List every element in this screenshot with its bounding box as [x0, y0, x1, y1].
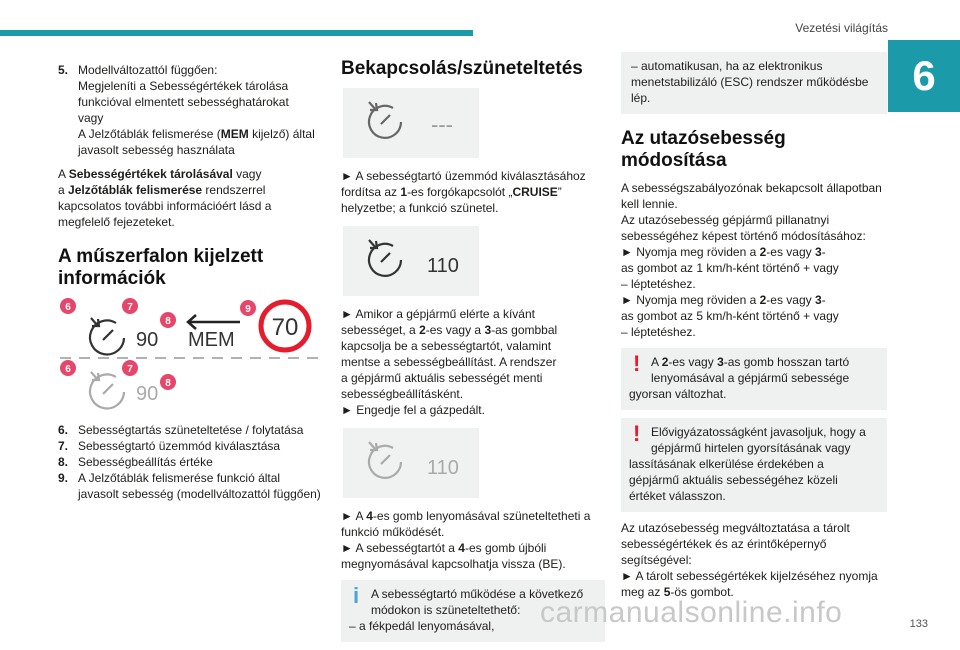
display-image-2 [343, 226, 479, 296]
legend-text [78, 470, 321, 502]
text-span: -es vagy [668, 355, 718, 369]
cruise-control-icon [343, 88, 479, 158]
text-span: - [821, 245, 826, 259]
text-line [58, 166, 326, 182]
paragraph-select-mode [341, 168, 605, 216]
chapter-tab: 6 [888, 40, 960, 112]
instrument-panel-diagram [58, 298, 326, 410]
text-span: -es forgókapcsolót „ [407, 185, 513, 199]
text-span: A [651, 355, 662, 369]
item-number: 8. [58, 455, 69, 469]
text-span: A [58, 167, 69, 181]
list-item-5 [58, 62, 326, 158]
legend-item [58, 438, 326, 454]
text-span: ► A sebességtartót a [341, 541, 459, 555]
bold-term: 3 [814, 245, 822, 259]
text-line: vagy [78, 111, 104, 125]
text-line: Modellváltozattól függően: [78, 63, 218, 77]
speed-value-1: 90 [136, 329, 159, 351]
text-span: -es vagy a [425, 323, 485, 337]
cruise-control-icon [343, 226, 479, 296]
legend-item [58, 470, 326, 502]
bold-term: 2 [661, 355, 669, 369]
bold-term: 4 [458, 541, 465, 555]
display-image-3 [343, 428, 479, 498]
text-line [341, 184, 605, 200]
text-line [629, 351, 879, 376]
text-line: lenyomásával a gépjármű sebessége [651, 371, 850, 385]
cruise-control-icon-inactive [90, 372, 124, 408]
bold-term: 3 [717, 355, 724, 369]
text-line: as gombot az 5 km/h-ként történő + vagy [621, 309, 839, 323]
warning-icon: ! [633, 421, 641, 446]
marker-7: 7 [127, 302, 133, 313]
text-line: értéket válasszon. [629, 489, 726, 503]
text-span: fordítsa az [341, 185, 401, 199]
watermark: carmanualsonline.info [540, 596, 843, 629]
text-line: helyzetbe; a funkció szünetel. [341, 201, 499, 215]
text-line [341, 508, 605, 524]
text-line [341, 322, 605, 338]
text-line [58, 182, 326, 198]
section-heading-modify-speed: Az utazósebesség módosítása [621, 128, 786, 171]
speed-limit-value: 70 [271, 314, 299, 341]
text-line: a gépjármű aktuális sebességét menti [341, 371, 543, 385]
bold-term: Sebességértékek tárolásával [68, 167, 233, 181]
text-line: mentse a sebességbeállítást. A rendszer [341, 355, 557, 369]
text-span: vagy [232, 167, 262, 181]
text-line: kapcsolja be a sebességtartót, valamint [341, 339, 552, 353]
section-heading-activation: Bekapcsolás/szüneteltetés [341, 58, 583, 79]
text-line: sebességbeállításként. [341, 387, 464, 401]
item-number: 6. [58, 423, 69, 437]
reference-paragraph [58, 166, 326, 230]
bold-term: 1 [400, 185, 408, 199]
text-line [78, 126, 315, 142]
bold-term: 2 [759, 293, 767, 307]
page-number: 133 [909, 618, 928, 630]
text-span: A Jelzőtáblák felismerése ( [78, 127, 221, 141]
mem-display: MEM [188, 329, 235, 351]
text-line: sebességértékek és az érintőképernyő [621, 537, 827, 551]
bold-term: 2 [419, 323, 426, 337]
text-span: ► Nyomja meg röviden a [621, 293, 760, 307]
paragraph-modify [621, 180, 887, 340]
text-span: ► Nyomja meg röviden a [621, 245, 760, 259]
cruise-control-icon [90, 318, 124, 354]
text-span: -es vagy [766, 245, 815, 259]
text-line: Az utazósebesség gépjármű pillanatnyi [621, 213, 830, 227]
info-note-continued [621, 52, 887, 114]
bold-term: CRUISE [512, 185, 558, 199]
bold-term: 3 [484, 323, 492, 337]
paragraph-touchscreen [621, 520, 887, 600]
text-span: kijelző) által [248, 127, 315, 141]
speed-value-2: 90 [136, 383, 159, 405]
text-line: ► Engedje fel a gázpedált. [341, 403, 485, 417]
text-line: megnyomásával kapcsolhatja vissza (BE). [341, 557, 566, 571]
column-3 [621, 52, 887, 600]
column-1 [58, 62, 326, 502]
legend-text: Sebességtartás szüneteltetése / folytatása [78, 423, 304, 437]
legend-list [58, 422, 326, 502]
display-dashes: --- [431, 112, 453, 137]
text-line: lassításának elkerülése érdekében a [629, 457, 824, 471]
arrow-left-icon [188, 315, 240, 329]
page-header-title: Vezetési világítás [795, 21, 888, 35]
speed-limit-sign-icon [261, 302, 309, 350]
item-5-text [78, 62, 315, 158]
marker-8: 8 [165, 316, 171, 327]
text-span: - [821, 293, 826, 307]
text-span: ” [557, 185, 562, 199]
bold-term: 3 [814, 293, 822, 307]
display-speed: 110 [427, 255, 459, 277]
info-icon: i [353, 583, 360, 608]
text-line: módokon is szüneteltethető: [371, 603, 521, 617]
text-span: -as gomb hosszan tartó [723, 355, 850, 369]
text-line: ► A sebességtartó üzemmód kiválasztásához [341, 169, 586, 183]
text-line: gyorsan változhat. [629, 387, 727, 401]
text-span: meg az [621, 585, 664, 599]
display-speed-paused: 110 [427, 457, 459, 479]
text-line: ► Amikor a gépjármű elérte a kívánt [341, 307, 535, 321]
text-line: gépjármű hirtelen gyorsításának vagy [651, 441, 851, 455]
text-line [621, 244, 887, 260]
marker-8b: 8 [165, 378, 171, 389]
text-span: -ös gombot. [670, 585, 734, 599]
text-span: -es vagy [766, 293, 815, 307]
header-bar [0, 30, 473, 36]
section-heading-display: A műszerfalon kijelzett információk [58, 246, 264, 289]
text-line: Az utazósebesség megváltoztatása a tárolt [621, 521, 850, 535]
text-span: -as gombbal [491, 323, 558, 337]
item-number: 5. [58, 63, 69, 77]
text-line: ► A tárolt sebességértékek kijelzéséhez nyomja [621, 569, 878, 583]
text-line: Megjeleníti a Sebességértékek tárolása [78, 79, 289, 93]
text-span: sebességet, a [341, 323, 420, 337]
text-line: funkció működését. [341, 525, 445, 539]
text-line: as gombot az 1 km/h-ként történő + vagy [621, 261, 839, 275]
text-line: funkcióval elmentett sebességhatárokat [78, 95, 289, 109]
text-line: lép. [631, 91, 651, 105]
text-line: kapcsolatos további információért lásd a [58, 199, 272, 213]
text-line: menetstabilizáló (ESC) rendszer működésbe [631, 75, 869, 89]
marker-9: 9 [245, 304, 251, 315]
text-span: -es gomb újbóli [464, 541, 547, 555]
text-line: segítségével: [621, 553, 692, 567]
text-line: – a fékpedál lenyomásával, [349, 619, 495, 633]
marker-6: 6 [65, 302, 71, 313]
text-span: rendszerrel [202, 183, 266, 197]
item-number: 7. [58, 439, 69, 453]
marker-6b: 6 [65, 364, 71, 375]
text-line: – léptetéshez. [621, 277, 696, 291]
text-line: megfelelő fejezeteket. [58, 215, 175, 229]
bold-term: 2 [759, 245, 767, 259]
text-line: kell lennie. [621, 197, 678, 211]
text-line [621, 292, 887, 308]
text-line: Elővigyázatosságként javasoljuk, hogy a [651, 425, 866, 439]
text-line: – automatikusan, ha az elektronikus [631, 59, 823, 73]
text-span: ► A [341, 509, 367, 523]
column-2 [341, 58, 605, 650]
warning-icon: ! [633, 351, 641, 376]
paragraph-activate [341, 306, 605, 418]
text-line: A sebességszabályozónak bekapcsolt állapotban [621, 181, 882, 195]
text-line: – léptetéshez. [621, 325, 696, 339]
warning-note-1 [621, 348, 887, 410]
bold-term: 4 [366, 509, 373, 523]
display-image-1 [343, 88, 479, 158]
bold-term: 5 [663, 585, 671, 599]
text-line: gépjármű aktuális sebességéhez közeli [629, 473, 838, 487]
marker-7b: 7 [127, 364, 133, 375]
text-line: A Jelzőtáblák felismerése funkció által [78, 471, 281, 485]
legend-text: Sebességbeállítás értéke [78, 455, 213, 469]
mem-label: MEM [220, 127, 249, 141]
paragraph-pause [341, 508, 605, 572]
text-line: A sebességtartó működése a következő [371, 587, 584, 601]
cruise-control-icon-paused [343, 428, 479, 498]
legend-text: Sebességtartó üzemmód kiválasztása [78, 439, 281, 453]
text-line [341, 540, 605, 556]
item-number: 9. [58, 471, 69, 485]
bold-term: Jelzőtáblák felismerése [68, 183, 203, 197]
text-line: javasolt sebesség (modellváltozattól függően) [78, 487, 321, 501]
legend-item [58, 422, 326, 438]
legend-item [58, 454, 326, 470]
text-span: -es gomb lenyomásával szüneteltetheti a [372, 509, 591, 523]
text-line: sebességéhez képest történő módosításához: [621, 229, 866, 243]
warning-note-2 [621, 418, 887, 512]
text-span: a [58, 183, 69, 197]
text-line: javasolt sebesség használata [78, 143, 235, 157]
